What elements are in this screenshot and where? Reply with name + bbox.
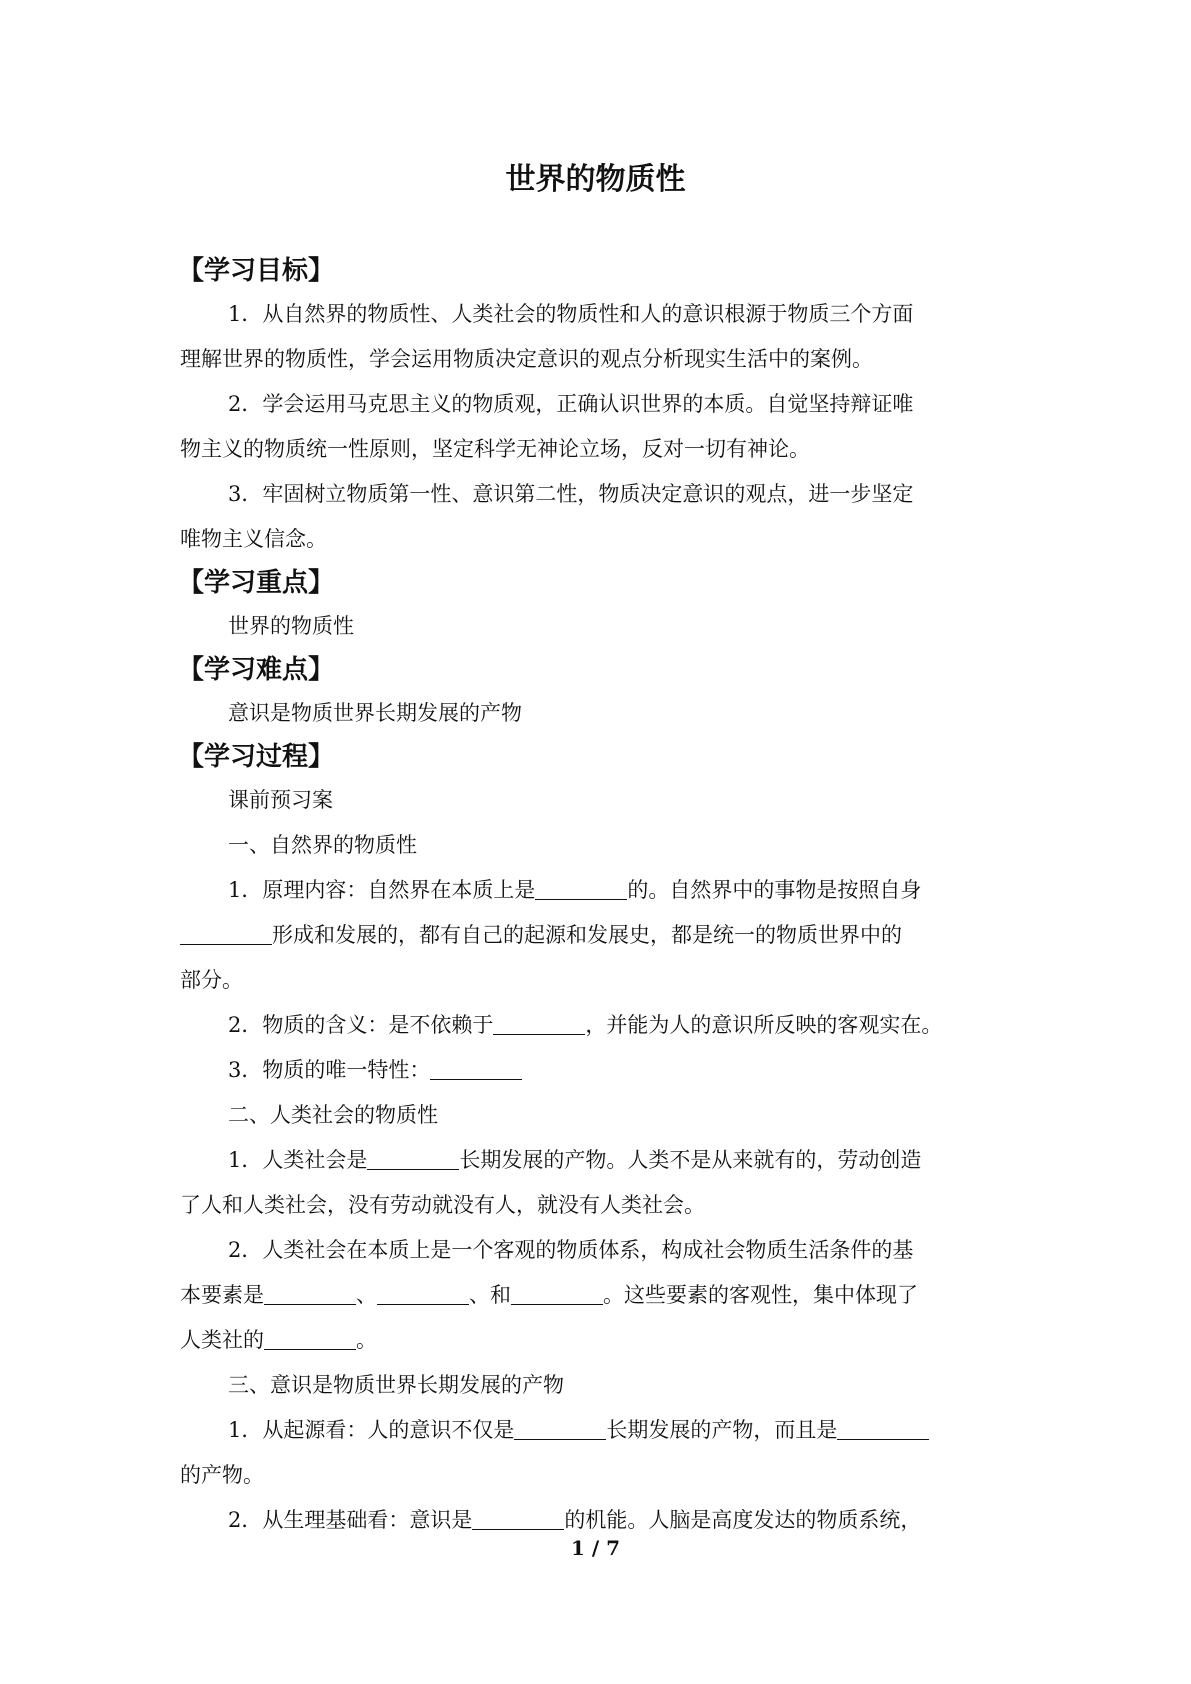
objective-1-line-1: 1．从自然界的物质性、人类社会的物质性和人的意识根源于物质三个方面 [228,302,914,326]
part3-q1-line-2: 的产物。 [180,1463,264,1487]
part2-q1-line-2: 了人和人类社会，没有劳动就没有人，就没有人类社会。 [180,1193,705,1217]
objective-1-line-2: 理解世界的物质性，学会运用物质决定意识的观点分析现实生活中的案例。 [180,347,873,371]
fill-blank[interactable] [367,1143,459,1170]
document-body [180,250,1020,1543]
section-heading-process: 【学习过程】 [178,742,335,772]
fill-blank[interactable] [837,1413,929,1440]
fill-blank[interactable] [514,1413,606,1440]
part1-q3: 3．物质的唯一特性： [180,1048,1020,1093]
preview-label: 课前预习案 [228,788,333,812]
objective-3-line-2: 唯物主义信念。 [180,527,327,551]
fill-blank[interactable] [493,1008,585,1035]
part2-q2-line-2: 本要素是 、 、和 。这些要素的客观性，集中体现了 [180,1273,1020,1318]
fill-blank[interactable] [535,873,627,900]
part1-heading: 一、自然界的物质性 [228,833,417,857]
part1-q1-line-3: 部分。 [180,968,243,992]
objective-2-line-2: 物主义的物质统一性原则，坚定科学无神论立场，反对一切有神论。 [180,437,810,461]
part3-heading: 三、意识是物质世界长期发展的产物 [228,1373,564,1397]
part1-q1-line-2: 形成和发展的，都有自己的起源和发展史，都是统一的物质世界中的 [180,913,1020,958]
fill-blank[interactable] [180,918,272,945]
fill-blank[interactable] [264,1323,356,1350]
fill-blank[interactable] [430,1053,522,1080]
difficulty-text: 意识是物质世界长期发展的产物 [228,701,522,725]
objective-2-line-1: 2．学会运用马克思主义的物质观，正确认识世界的本质。自觉坚持辩证唯 [228,392,914,416]
fill-blank[interactable] [472,1503,564,1530]
page-title: 世界的物质性 [505,162,686,197]
section-heading-key-points: 【学习重点】 [178,568,335,598]
part2-heading: 二、人类社会的物质性 [228,1103,438,1127]
key-point-text: 世界的物质性 [228,614,354,638]
fill-blank[interactable] [511,1278,603,1305]
section-heading-difficulties: 【学习难点】 [178,655,335,685]
fill-blank[interactable] [377,1278,469,1305]
section-heading-objectives: 【学习目标】 [178,256,335,286]
page-number: 1 / 7 [570,1536,621,1560]
part3-q1-line-1: 1．从起源看：人的意识不仅是 长期发展的产物，而且是 [180,1408,1020,1453]
part3-q2: 2．从生理基础看：意识是 的机能。人脑是高度发达的物质系统， [180,1498,1020,1543]
part1-q2: 2．物质的含义：是不依赖于 ，并能为人的意识所反映的客观实在。 [180,1003,1020,1048]
part2-q2-line-1: 2．人类社会在本质上是一个客观的物质体系，构成社会物质生活条件的基 [228,1238,914,1262]
part1-q1-line-1: 1．原理内容：自然界在本质上是 的。自然界中的事物是按照自身 [180,868,1020,913]
objective-3-line-1: 3．牢固树立物质第一性、意识第二性，物质决定意识的观点，进一步坚定 [228,482,914,506]
part2-q1-line-1: 1．人类社会是 长期发展的产物。人类不是从来就有的，劳动创造 [180,1138,1020,1183]
part2-q2-line-3: 人类社的 。 [180,1318,1020,1363]
fill-blank[interactable] [264,1278,356,1305]
